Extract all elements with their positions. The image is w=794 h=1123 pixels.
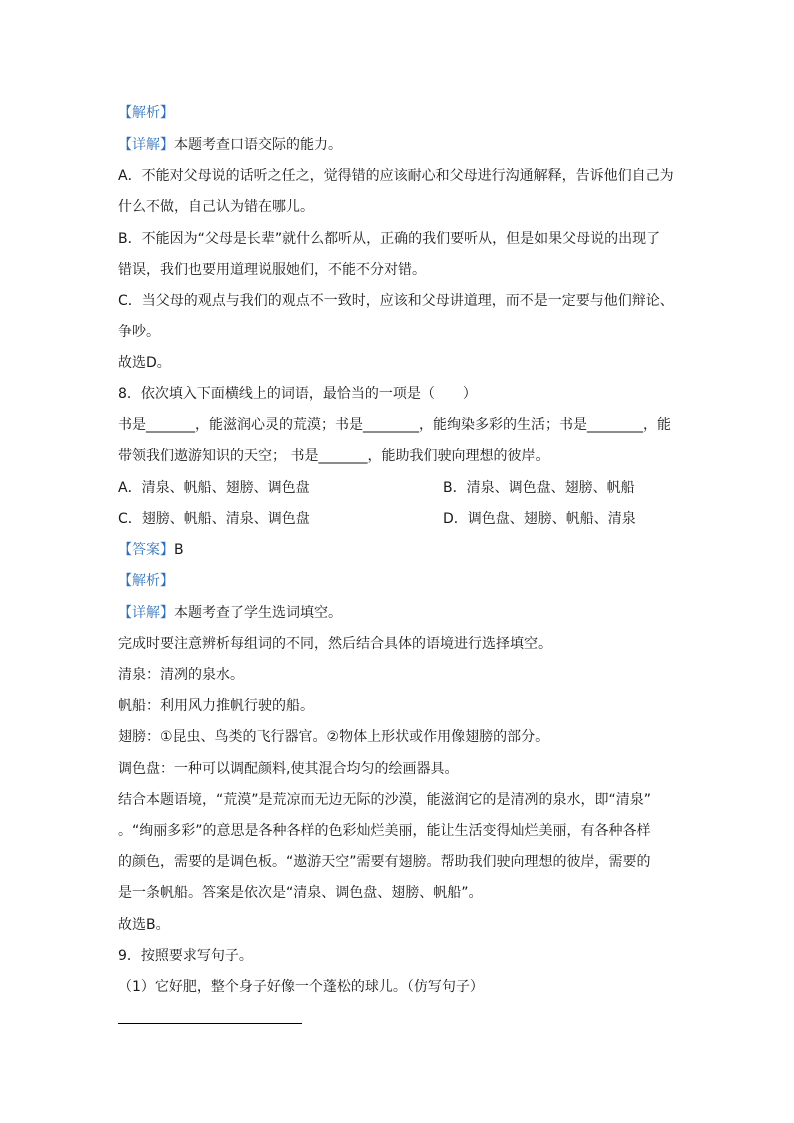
- explanation-line3: 的颜色，需要的是调色板。“遨游天空”需要有翅膀。帮助我们驶向理想的彼岸，需要的: [118, 854, 651, 870]
- option-a-line1: A．不能对父母说的话听之任之，觉得错的应该耐心和父母进行沟通解释，告诉他们自己为: [118, 168, 674, 184]
- explanation-line2: 。“绚丽多彩”的意思是各种各样的色彩灿烂美丽，能让生活变得灿烂美丽，有各种各样: [118, 823, 651, 839]
- option-b-line1: B．不能因为“父母是长辈”就什么都听从，正确的我们要听从，但是如果父母说的出现了: [118, 231, 661, 247]
- detail-tag: 【详解】: [118, 137, 174, 153]
- definition-fanchuan: 帆船：利用风力推帆行驶的船。: [118, 698, 314, 714]
- answer-value: B: [174, 542, 184, 558]
- question-8-text-line2: 带领我们遨游知识的天空； 书是_______，能助我们驶向理想的彼岸。: [118, 448, 550, 464]
- question-9-stem: 9．按照要求写句子。: [118, 948, 253, 964]
- analysis-tag: 【解析】: [118, 105, 174, 121]
- question-9-sub1: （1）它好肥，整个身子好像一个蓬松的球儿。（仿写句子）: [118, 979, 484, 995]
- question-8-option-a: A．清泉、帆船、翅膀、调色盘: [118, 480, 310, 496]
- question-8-option-b: B．清泉、调色盘、翅膀、帆船: [443, 480, 635, 496]
- answer-line: [118, 540, 184, 560]
- question-8-option-d: D．调色盘、翅膀、帆船、清泉: [443, 511, 636, 527]
- detail-tag: 【详解】: [118, 605, 174, 621]
- question-8-option-c: C．翅膀、帆船、清泉、调色盘: [118, 511, 310, 527]
- option-c-line1: C．当父母的观点与我们的观点不一致时，应该和父母讲道理，而不是一定要与他们辩论、: [118, 293, 674, 309]
- detail-text: 本题考查了学生选词填空。: [174, 605, 342, 621]
- option-a-line2: 什么不做，自己认为错在哪儿。: [118, 199, 314, 215]
- conclusion: 故选D。: [118, 355, 171, 371]
- question-8-stem: 8．依次填入下面横线上的词语，最恰当的一项是（ ）: [118, 386, 477, 402]
- explanation-line1: 结合本题语境，“荒漠”是荒凉而无边无际的沙漠，能滋润它的是清冽的泉水，即“清泉”: [118, 792, 652, 808]
- option-c-line2: 争吵。: [118, 324, 160, 340]
- definition-chibang: 翅膀：①昆虫、鸟类的飞行器官。②物体上形状或作用像翅膀的部分。: [118, 729, 550, 745]
- detail-paragraph: [118, 603, 342, 623]
- option-b-line2: 错误，我们也要用道理说服她们，不能不分对错。: [118, 262, 426, 278]
- method-paragraph: 完成时要注意辨析每组词的不同，然后结合具体的语境进行选择填空。: [118, 636, 552, 652]
- conclusion: 故选B。: [118, 917, 170, 933]
- question-8-text-line1: 书是_______，能滋润心灵的荒漠；书是________，能绚染多彩的生活；书是________，能: [118, 417, 671, 433]
- answer-tag: 【答案】: [118, 542, 174, 558]
- detail-text: 本题考查口语交际的能力。: [174, 137, 342, 153]
- definition-qingquan: 清泉：清冽的泉水。: [118, 667, 244, 683]
- analysis-tag: 【解析】: [118, 573, 174, 589]
- answer-blank-line: [118, 1023, 302, 1024]
- definition-tiaosepan: 调色盘：一种可以调配颜料,使其混合均匀的绘画器具。: [118, 761, 459, 777]
- detail-paragraph: [118, 135, 342, 155]
- explanation-line4: 是一条帆船。答案是依次是“清泉、调色盘、翅膀、帆船”。: [118, 885, 483, 901]
